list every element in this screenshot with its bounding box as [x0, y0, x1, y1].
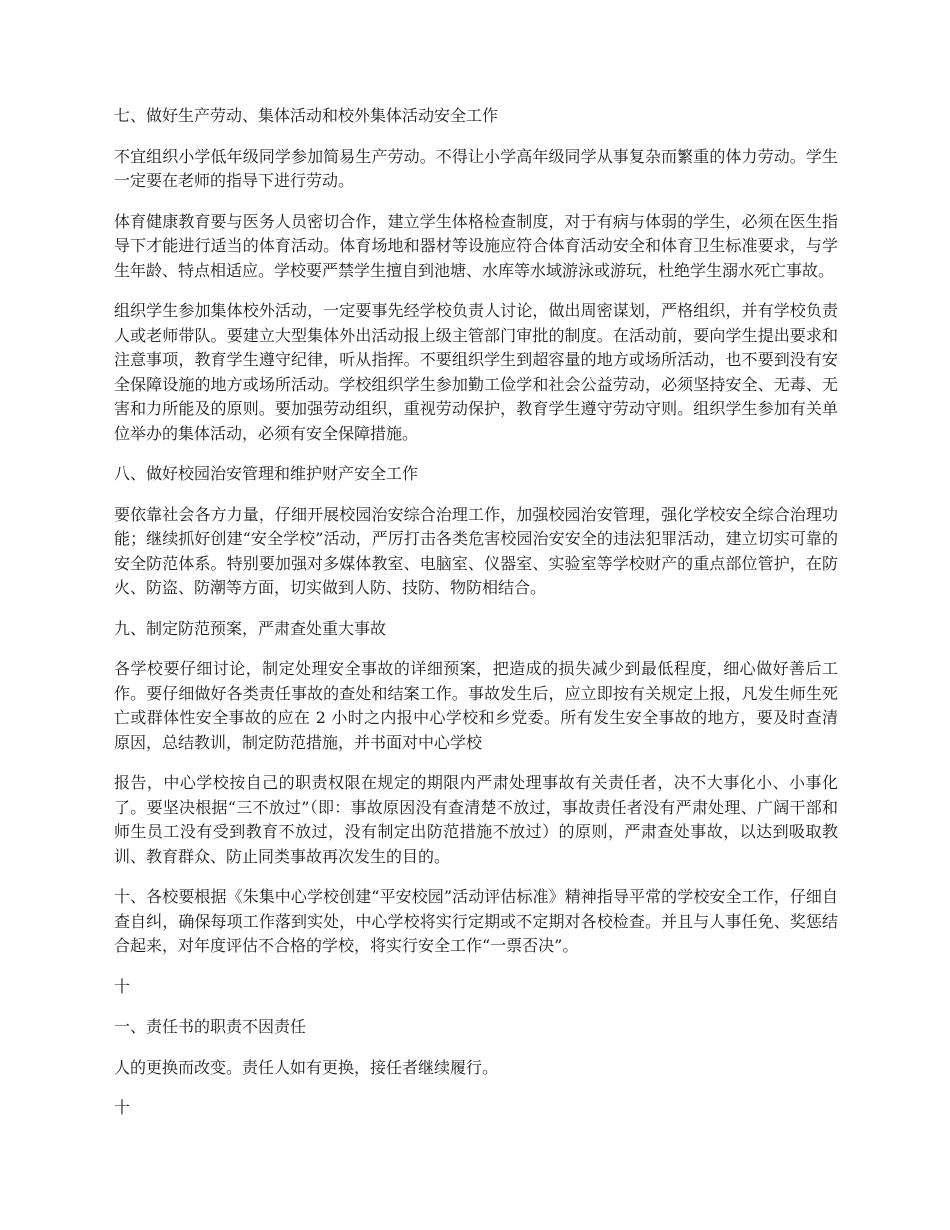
paragraph-accident-plan: 各学校要仔细讨论，制定处理安全事故的详细预案，把造成的损失减少到最低程度，细心做好善后工作。要仔细做好各类责任事故的查处和结案工作。事故发生后，应立即按有关规定上报，凡发生师生死亡或群体性安全事故的应在 2 小时之内报中心学校和乡党委。所有发生安全事故的地方，要及时查清原因，总结教训，制定防范措施，并书面对中心学校 [114, 659, 838, 752]
paragraph-off-campus-activities: 组织学生参加集体校外活动，一定要事先经学校负责人讨论，做出周密谋划，严格组织，并有学校负责人或老师带队。要建立大型集体外出活动报上级主管部门审批的制度。在活动前，要向学生提出要求和注意事项，教育学生遵守纪律，听从指挥。不要组织学生到超容量的地方或场所活动，也不要到没有安全保障设施的地方或场所活动。学校组织学生参加勤工俭学和社会公益劳动，必须坚持安全、无毒、无害和力所能及的原则。要加强劳动组织，重视劳动保护，教育学生遵守劳动守则。组织学生参加有关单位举办的集体活动，必须有安全保障措施。 [114, 301, 838, 443]
document-page [114, 104, 838, 1137]
paragraph-accident-report: 报告，中心学校按自己的职责权限在规定的期限内严肃处理事故有关责任者，决不大事化小、小事化了。要坚决根据“三不放过”（即：事故原因没有查清楚不放过，事故责任者没有严肃处理、广阔干部和师生员工没有受到教育不放过，没有制定出防范措施不放过）的原则，严肃查处事故，以达到吸取教训、教育群众、防止同类事故再次发生的目的。 [114, 773, 838, 866]
heading-section-8: 八、做好校园治安管理和维护财产安全工作 [114, 464, 419, 483]
heading-section-7: 七、做好生产劳动、集体活动和校外集体活动安全工作 [114, 106, 499, 125]
paragraph-section-10: 十、各校要根据《朱集中心学校创建“平安校园”活动评估标准》精神指导平常的学校安全工作，仔细自查自纠，确保每项工作落到实处，中心学校将实行定期或不定期对各校检查。并且与人事任免、奖惩结合起来，对年度评估不合格的学校，将实行安全工作“一票否决”。 [114, 887, 838, 955]
heading-section-9: 九、制定防范预案，严肃查处重大事故 [114, 618, 387, 638]
paragraph-campus-security: 要依靠社会各方力量，仔细开展校园治安综合治理工作，加强校园治安管理，强化学校安全综合治理功能；继续抓好创建“安全学校”活动，严厉打击各类危害校园治安安全的违法犯罪活动，建立切实可靠的安全防范体系。特别要加强对多媒体教室、电脑室、仪器室、实验室等学校财产的重点部位管护，在防火、防盗、防潮等方面，切实做到人防、技防、物防相结合。 [114, 504, 838, 597]
paragraph-ten-marker-2: 十 [114, 1098, 131, 1117]
paragraph-responsibility-heading: 一、责任书的职责不因责任 [114, 1017, 307, 1036]
paragraph-responsibility-body: 人的更换而改变。责任人如有更换，接任者继续履行。 [114, 1057, 499, 1077]
paragraph-ten-marker-1: 十 [114, 976, 131, 996]
paragraph-labor-safety: 不宜组织小学低年级同学参加简易生产劳动。不得让小学高年级同学从事复杂而繁重的体力劳动。学生一定要在老师的指导下进行劳动。 [114, 146, 838, 190]
paragraph-pe-health: 体育健康教育要与医务人员密切合作，建立学生体格检查制度，对于有病与体弱的学生，必须在医生指导下才能进行适当的体育活动。体育场地和器材等设施应符合体育活动安全和体育卫生标准要求，与学生年龄、特点相适应。学校要严禁学生擅自到池塘、水库等水域游泳或游玩，杜绝学生溺水死亡事故。 [114, 211, 838, 280]
